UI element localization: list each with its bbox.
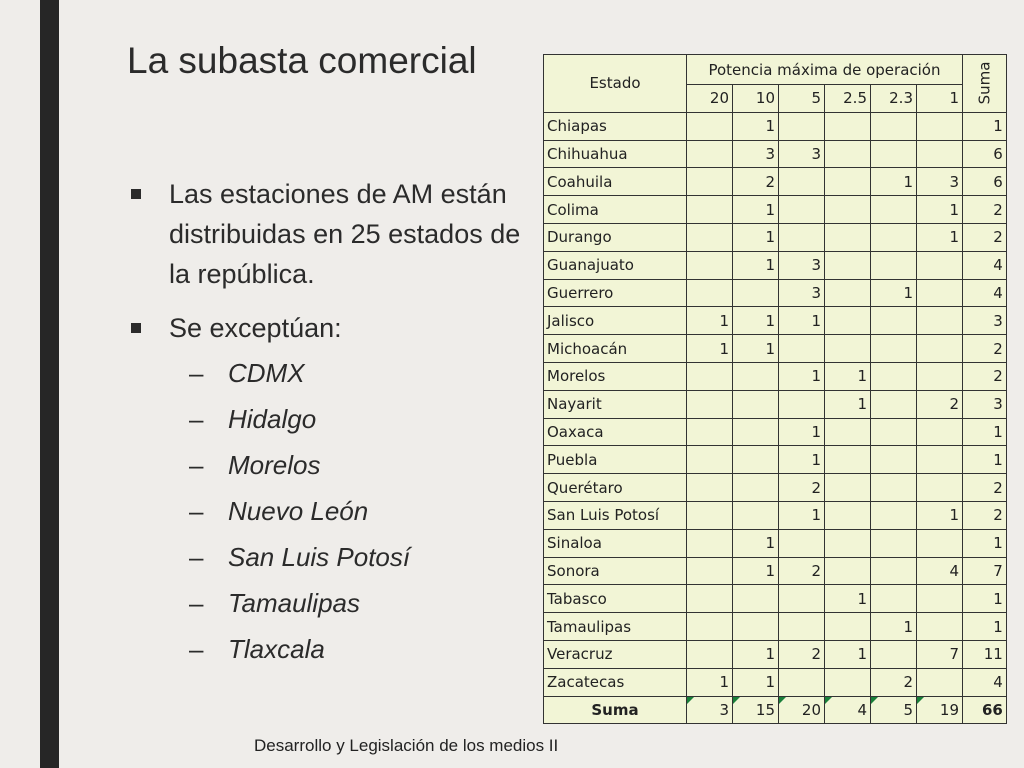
dash-bullet-icon: – xyxy=(189,588,204,618)
value-cell xyxy=(917,112,963,140)
formula-marker-icon xyxy=(871,697,878,704)
value-cell xyxy=(825,668,871,696)
table-row xyxy=(544,223,1007,251)
value-cell xyxy=(871,501,917,529)
row-sum-cell: 1 xyxy=(963,585,1007,613)
total-value: 20 xyxy=(801,700,821,719)
value-cell xyxy=(825,307,871,335)
table-row xyxy=(544,335,1007,363)
value-cell xyxy=(779,585,825,613)
table-row xyxy=(544,474,1007,502)
exception-label: Nuevo León xyxy=(228,496,369,526)
table-row xyxy=(544,279,1007,307)
value-cell xyxy=(733,418,779,446)
header-power-0: 20 xyxy=(687,85,733,113)
value-cell xyxy=(871,557,917,585)
row-sum-cell: 3 xyxy=(963,307,1007,335)
value-cell xyxy=(871,446,917,474)
table-row xyxy=(544,613,1007,641)
state-cell: Veracruz xyxy=(544,640,687,668)
value-cell xyxy=(779,196,825,224)
value-cell: 4 xyxy=(917,557,963,585)
header-power-2: 5 xyxy=(779,85,825,113)
value-cell xyxy=(687,474,733,502)
value-cell xyxy=(871,112,917,140)
value-cell xyxy=(733,390,779,418)
value-cell xyxy=(871,418,917,446)
value-cell: 2 xyxy=(779,640,825,668)
row-sum-cell: 2 xyxy=(963,501,1007,529)
value-cell xyxy=(825,613,871,641)
value-cell: 1 xyxy=(825,362,871,390)
exception-label: Morelos xyxy=(228,450,321,480)
value-cell xyxy=(917,140,963,168)
value-cell: 7 xyxy=(917,640,963,668)
state-cell: Tamaulipas xyxy=(544,613,687,641)
value-cell xyxy=(687,251,733,279)
bullet-list xyxy=(127,174,527,672)
value-cell: 1 xyxy=(733,557,779,585)
bullet-text: Se exceptúan: xyxy=(169,313,342,343)
value-cell: 2 xyxy=(871,668,917,696)
square-bullet-icon xyxy=(131,189,141,199)
value-cell: 1 xyxy=(779,307,825,335)
exception-label: San Luis Potosí xyxy=(228,542,411,572)
side-accent-bar xyxy=(40,0,59,768)
value-cell xyxy=(825,196,871,224)
state-cell: San Luis Potosí xyxy=(544,501,687,529)
value-cell xyxy=(825,557,871,585)
state-cell: Puebla xyxy=(544,446,687,474)
value-cell xyxy=(871,196,917,224)
value-cell xyxy=(779,112,825,140)
value-cell: 1 xyxy=(687,668,733,696)
table-row xyxy=(544,390,1007,418)
value-cell xyxy=(825,223,871,251)
value-cell xyxy=(687,279,733,307)
value-cell: 1 xyxy=(779,362,825,390)
row-sum-cell: 11 xyxy=(963,640,1007,668)
value-cell xyxy=(733,362,779,390)
value-cell xyxy=(687,640,733,668)
value-cell xyxy=(871,390,917,418)
state-cell: Colima xyxy=(544,196,687,224)
dash-bullet-icon: – xyxy=(189,404,204,434)
value-cell xyxy=(687,529,733,557)
square-bullet-icon xyxy=(131,323,141,333)
value-cell xyxy=(687,168,733,196)
value-cell: 3 xyxy=(779,251,825,279)
value-cell xyxy=(917,668,963,696)
exception-item xyxy=(127,442,527,488)
formula-marker-icon xyxy=(825,697,832,704)
value-cell: 1 xyxy=(733,668,779,696)
exception-item xyxy=(127,350,527,396)
value-cell xyxy=(825,140,871,168)
row-sum-cell: 3 xyxy=(963,390,1007,418)
dash-bullet-icon: – xyxy=(189,542,204,572)
table-row xyxy=(544,446,1007,474)
formula-marker-icon xyxy=(687,697,694,704)
value-cell xyxy=(871,335,917,363)
value-cell xyxy=(917,613,963,641)
total-value-cell xyxy=(917,696,963,724)
value-cell xyxy=(917,251,963,279)
state-cell: Jalisco xyxy=(544,307,687,335)
value-cell: 1 xyxy=(825,585,871,613)
row-sum-cell: 1 xyxy=(963,112,1007,140)
table-row xyxy=(544,168,1007,196)
value-cell xyxy=(871,640,917,668)
am-stations-table xyxy=(543,54,1007,724)
totals-label: Suma xyxy=(544,696,687,724)
value-cell xyxy=(733,613,779,641)
value-cell: 2 xyxy=(917,390,963,418)
value-cell: 1 xyxy=(733,196,779,224)
value-cell xyxy=(687,390,733,418)
value-cell: 3 xyxy=(917,168,963,196)
value-cell xyxy=(687,140,733,168)
exception-item xyxy=(127,580,527,626)
value-cell: 3 xyxy=(779,140,825,168)
table-row xyxy=(544,196,1007,224)
state-cell: Sonora xyxy=(544,557,687,585)
value-cell xyxy=(687,613,733,641)
state-cell: Durango xyxy=(544,223,687,251)
state-cell: Michoacán xyxy=(544,335,687,363)
row-sum-cell: 4 xyxy=(963,251,1007,279)
exception-label: Hidalgo xyxy=(228,404,317,434)
table-row xyxy=(544,112,1007,140)
value-cell: 1 xyxy=(733,529,779,557)
total-value-cell xyxy=(825,696,871,724)
state-cell: Coahuila xyxy=(544,168,687,196)
value-cell xyxy=(917,307,963,335)
value-cell xyxy=(779,529,825,557)
formula-marker-icon xyxy=(733,697,740,704)
value-cell xyxy=(825,501,871,529)
table-row xyxy=(544,640,1007,668)
table-row xyxy=(544,668,1007,696)
table-row xyxy=(544,307,1007,335)
value-cell xyxy=(825,251,871,279)
row-sum-cell: 1 xyxy=(963,446,1007,474)
value-cell xyxy=(871,251,917,279)
state-cell: Querétaro xyxy=(544,474,687,502)
dash-bullet-icon: – xyxy=(189,450,204,480)
footer-text: Desarrollo y Legislación de los medios II xyxy=(254,736,559,755)
state-cell: Sinaloa xyxy=(544,529,687,557)
total-value: 15 xyxy=(755,700,775,719)
state-cell: Oaxaca xyxy=(544,418,687,446)
row-sum-cell: 2 xyxy=(963,223,1007,251)
value-cell xyxy=(733,474,779,502)
value-cell xyxy=(917,474,963,502)
header-suma xyxy=(963,55,1007,113)
table-row xyxy=(544,140,1007,168)
header-power-3: 2.5 xyxy=(825,85,871,113)
value-cell: 1 xyxy=(779,501,825,529)
value-cell xyxy=(733,501,779,529)
row-sum-cell: 1 xyxy=(963,529,1007,557)
value-cell xyxy=(687,446,733,474)
bullet-text: Las estaciones de AM están distribuidas en 25 estados de la república. xyxy=(169,179,521,289)
row-sum-cell: 7 xyxy=(963,557,1007,585)
state-cell: Chiapas xyxy=(544,112,687,140)
table-row xyxy=(544,557,1007,585)
value-cell: 1 xyxy=(917,223,963,251)
header-potencia: Potencia máxima de operación xyxy=(687,55,963,85)
header-power-4: 2.3 xyxy=(871,85,917,113)
total-value-cell xyxy=(687,696,733,724)
value-cell: 1 xyxy=(733,307,779,335)
value-cell: 3 xyxy=(733,140,779,168)
exception-item xyxy=(127,534,527,580)
row-sum-cell: 4 xyxy=(963,279,1007,307)
value-cell xyxy=(779,668,825,696)
table-row xyxy=(544,529,1007,557)
value-cell: 1 xyxy=(733,335,779,363)
value-cell xyxy=(687,418,733,446)
value-cell: 1 xyxy=(733,223,779,251)
exception-label: Tlaxcala xyxy=(228,634,325,664)
value-cell: 1 xyxy=(779,446,825,474)
value-cell xyxy=(687,585,733,613)
value-cell xyxy=(779,613,825,641)
row-sum-cell: 2 xyxy=(963,335,1007,363)
table-row xyxy=(544,362,1007,390)
table-row xyxy=(544,501,1007,529)
value-cell xyxy=(733,585,779,613)
total-value: 5 xyxy=(903,700,913,719)
total-value: 3 xyxy=(719,700,729,719)
header-estado: Estado xyxy=(544,55,687,113)
row-sum-cell: 1 xyxy=(963,418,1007,446)
value-cell: 1 xyxy=(687,307,733,335)
row-sum-cell: 2 xyxy=(963,474,1007,502)
value-cell: 1 xyxy=(825,640,871,668)
table-row xyxy=(544,418,1007,446)
value-cell xyxy=(733,279,779,307)
value-cell xyxy=(917,335,963,363)
value-cell xyxy=(687,362,733,390)
value-cell xyxy=(917,585,963,613)
value-cell: 2 xyxy=(779,557,825,585)
value-cell xyxy=(825,168,871,196)
state-cell: Morelos xyxy=(544,362,687,390)
value-cell: 1 xyxy=(871,168,917,196)
total-value-cell xyxy=(779,696,825,724)
exception-item xyxy=(127,626,527,672)
exceptions-list xyxy=(127,350,527,672)
value-cell xyxy=(825,418,871,446)
value-cell xyxy=(871,362,917,390)
value-cell xyxy=(871,223,917,251)
value-cell: 1 xyxy=(825,390,871,418)
header-suma-label: Suma xyxy=(975,61,994,105)
total-value: 4 xyxy=(857,700,867,719)
total-value-cell xyxy=(733,696,779,724)
exception-item xyxy=(127,396,527,442)
value-cell: 3 xyxy=(779,279,825,307)
bullet-item xyxy=(127,308,527,348)
value-cell: 2 xyxy=(779,474,825,502)
header-power-5: 1 xyxy=(917,85,963,113)
row-sum-cell: 6 xyxy=(963,140,1007,168)
exception-label: CDMX xyxy=(228,358,305,388)
state-cell: Nayarit xyxy=(544,390,687,418)
value-cell xyxy=(687,112,733,140)
value-cell xyxy=(779,168,825,196)
value-cell: 1 xyxy=(733,640,779,668)
value-cell xyxy=(825,474,871,502)
slide-title: La subasta comercial xyxy=(127,40,477,81)
value-cell: 1 xyxy=(917,501,963,529)
state-cell: Guerrero xyxy=(544,279,687,307)
value-cell xyxy=(733,446,779,474)
value-cell: 1 xyxy=(733,251,779,279)
value-cell xyxy=(917,529,963,557)
totals-row xyxy=(544,696,1007,724)
state-cell: Guanajuato xyxy=(544,251,687,279)
value-cell: 1 xyxy=(917,196,963,224)
value-cell xyxy=(917,446,963,474)
value-cell xyxy=(687,501,733,529)
value-cell xyxy=(779,335,825,363)
value-cell xyxy=(825,279,871,307)
value-cell xyxy=(871,307,917,335)
value-cell: 1 xyxy=(687,335,733,363)
state-cell: Zacatecas xyxy=(544,668,687,696)
state-cell: Tabasco xyxy=(544,585,687,613)
value-cell xyxy=(687,196,733,224)
dash-bullet-icon: – xyxy=(189,634,204,664)
value-cell: 1 xyxy=(871,279,917,307)
value-cell: 1 xyxy=(779,418,825,446)
dash-bullet-icon: – xyxy=(189,358,204,388)
formula-marker-icon xyxy=(917,697,924,704)
state-cell: Chihuahua xyxy=(544,140,687,168)
header-power-1: 10 xyxy=(733,85,779,113)
table-row xyxy=(544,251,1007,279)
table-row xyxy=(544,585,1007,613)
value-cell xyxy=(871,585,917,613)
exception-item xyxy=(127,488,527,534)
value-cell xyxy=(779,223,825,251)
value-cell xyxy=(871,474,917,502)
dash-bullet-icon: – xyxy=(189,496,204,526)
value-cell xyxy=(871,140,917,168)
value-cell: 1 xyxy=(871,613,917,641)
value-cell xyxy=(825,112,871,140)
row-sum-cell: 2 xyxy=(963,196,1007,224)
value-cell: 2 xyxy=(733,168,779,196)
row-sum-cell: 1 xyxy=(963,613,1007,641)
row-sum-cell: 4 xyxy=(963,668,1007,696)
grand-total-cell: 66 xyxy=(963,696,1007,724)
table-body xyxy=(544,112,1007,724)
value-cell xyxy=(871,529,917,557)
value-cell: 1 xyxy=(733,112,779,140)
value-cell xyxy=(917,279,963,307)
value-cell xyxy=(917,418,963,446)
value-cell xyxy=(917,362,963,390)
value-cell xyxy=(687,223,733,251)
value-cell xyxy=(825,335,871,363)
value-cell xyxy=(687,557,733,585)
value-cell xyxy=(825,529,871,557)
formula-marker-icon xyxy=(779,697,786,704)
exception-label: Tamaulipas xyxy=(228,588,361,618)
total-value: 19 xyxy=(939,700,959,719)
value-cell xyxy=(779,390,825,418)
value-cell xyxy=(825,446,871,474)
bullet-item xyxy=(127,174,527,294)
total-value-cell xyxy=(871,696,917,724)
row-sum-cell: 2 xyxy=(963,362,1007,390)
row-sum-cell: 6 xyxy=(963,168,1007,196)
